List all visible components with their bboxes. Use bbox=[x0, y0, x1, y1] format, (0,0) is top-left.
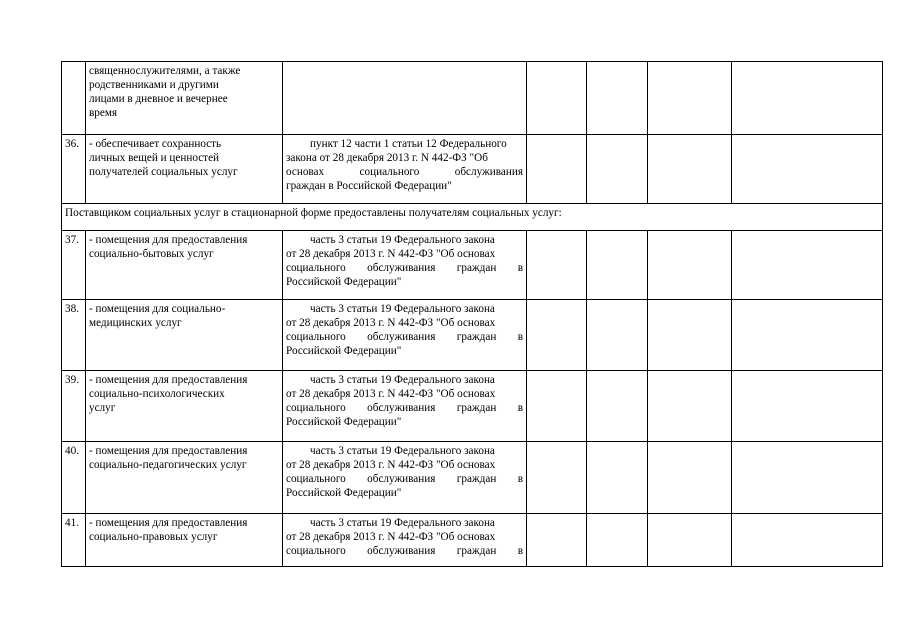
requirement-description bbox=[86, 371, 283, 442]
description-line: личных вещей и ценностей bbox=[89, 152, 220, 164]
requirement-description bbox=[86, 135, 283, 204]
legal-reference-line: социального обслуживания граждан в bbox=[286, 331, 523, 343]
legal-reference-line: часть 3 статьи 19 Федерального закона bbox=[310, 234, 495, 246]
empty-cell bbox=[527, 442, 587, 514]
description-line: социально-психологических bbox=[89, 388, 225, 400]
table-row bbox=[62, 442, 883, 514]
legal-reference bbox=[283, 514, 527, 567]
empty-cell bbox=[732, 62, 883, 135]
row-number: 41. bbox=[62, 514, 86, 567]
legal-reference-line: от 28 декабря 2013 г. N 442-ФЗ "Об основах bbox=[286, 388, 496, 400]
legal-reference-line: граждан в Российской Федерации" bbox=[286, 180, 452, 192]
section-title: Поставщиком социальных услуг в стационарной форме предоставлены получателям социальных услуг: bbox=[62, 204, 883, 231]
legal-reference-line: Российской Федерации" bbox=[286, 345, 402, 357]
description-line: социально-правовых услуг bbox=[89, 531, 218, 543]
legal-reference bbox=[283, 371, 527, 442]
empty-cell bbox=[527, 371, 587, 442]
table-body-bottom bbox=[62, 231, 883, 567]
row-number: 38. bbox=[62, 300, 86, 371]
empty-cell bbox=[732, 442, 883, 514]
legal-reference-line: часть 3 статьи 19 Федерального закона bbox=[310, 374, 495, 386]
empty-cell bbox=[648, 135, 732, 204]
description-line: получателей социальных услуг bbox=[89, 166, 238, 178]
empty-cell bbox=[527, 514, 587, 567]
table-row bbox=[62, 514, 883, 567]
row-number: 39. bbox=[62, 371, 86, 442]
table-row bbox=[62, 371, 883, 442]
legal-reference-line: основах социального обслуживания bbox=[286, 166, 523, 178]
requirement-description bbox=[86, 442, 283, 514]
description-line: родственниками и другими bbox=[89, 79, 219, 91]
requirement-description bbox=[86, 231, 283, 300]
empty-cell bbox=[648, 231, 732, 300]
description-line: - помещения для социально- bbox=[89, 303, 226, 315]
empty-cell bbox=[648, 62, 732, 135]
legal-reference bbox=[283, 442, 527, 514]
description-line: социально-бытовых услуг bbox=[89, 248, 214, 260]
requirement-description bbox=[86, 514, 283, 567]
legal-reference-line: социального обслуживания граждан в bbox=[286, 473, 523, 485]
legal-reference-line: часть 3 статьи 19 Федерального закона bbox=[310, 303, 495, 315]
row-number: 37. bbox=[62, 231, 86, 300]
empty-cell bbox=[648, 442, 732, 514]
empty-cell bbox=[587, 62, 648, 135]
description-line: - помещения для предоставления bbox=[89, 517, 248, 529]
section-header-body bbox=[62, 204, 883, 231]
empty-cell bbox=[732, 231, 883, 300]
description-line: лицами в дневное и вечернее bbox=[89, 93, 228, 105]
row-number: 36. bbox=[62, 135, 86, 204]
legal-reference-line: закона от 28 декабря 2013 г. N 442-ФЗ "Об bbox=[286, 152, 488, 164]
legal-reference bbox=[283, 62, 527, 135]
table-row bbox=[62, 62, 883, 135]
empty-cell bbox=[587, 231, 648, 300]
empty-cell bbox=[648, 514, 732, 567]
requirement-description bbox=[86, 300, 283, 371]
description-line: медицинских услуг bbox=[89, 317, 182, 329]
legal-reference-line: социального обслуживания граждан в bbox=[286, 402, 523, 414]
description-line: - помещения для предоставления bbox=[89, 234, 248, 246]
legal-reference-line: пункт 12 части 1 статьи 12 Федерального bbox=[310, 138, 507, 150]
empty-cell bbox=[732, 300, 883, 371]
empty-cell bbox=[527, 62, 587, 135]
description-line: услуг bbox=[89, 402, 116, 414]
empty-cell bbox=[587, 135, 648, 204]
description-line: время bbox=[89, 107, 118, 119]
empty-cell bbox=[732, 371, 883, 442]
empty-cell bbox=[527, 300, 587, 371]
empty-cell bbox=[587, 442, 648, 514]
empty-cell bbox=[587, 514, 648, 567]
empty-cell bbox=[527, 135, 587, 204]
empty-cell bbox=[732, 514, 883, 567]
empty-cell bbox=[587, 371, 648, 442]
requirement-description bbox=[86, 62, 283, 135]
legal-reference-line: от 28 декабря 2013 г. N 442-ФЗ "Об основах bbox=[286, 317, 496, 329]
legal-reference-line: Российской Федерации" bbox=[286, 416, 402, 428]
legal-reference-line: социального обслуживания граждан в bbox=[286, 262, 523, 274]
table-row bbox=[62, 135, 883, 204]
empty-cell bbox=[648, 371, 732, 442]
empty-cell bbox=[587, 300, 648, 371]
legal-reference-line: Российской Федерации" bbox=[286, 487, 402, 499]
legal-reference-line: от 28 декабря 2013 г. N 442-ФЗ "Об основах bbox=[286, 459, 496, 471]
table-body-top bbox=[62, 62, 883, 204]
requirements-table bbox=[61, 61, 883, 567]
description-line: священнослужителями, а также bbox=[89, 65, 241, 77]
table-row bbox=[62, 231, 883, 300]
table-row bbox=[62, 300, 883, 371]
legal-reference-line: от 28 декабря 2013 г. N 442-ФЗ "Об основах bbox=[286, 248, 496, 260]
description-line: - помещения для предоставления bbox=[89, 374, 248, 386]
legal-reference-line: социального обслуживания граждан в bbox=[286, 545, 523, 557]
description-line: социально-педагогических услуг bbox=[89, 459, 247, 471]
description-line: - помещения для предоставления bbox=[89, 445, 248, 457]
legal-reference-line: часть 3 статьи 19 Федерального закона bbox=[310, 517, 495, 529]
empty-cell bbox=[648, 300, 732, 371]
row-number: 40. bbox=[62, 442, 86, 514]
legal-reference bbox=[283, 231, 527, 300]
description-line: - обеспечивает сохранность bbox=[89, 138, 222, 150]
legal-reference-line: часть 3 статьи 19 Федерального закона bbox=[310, 445, 495, 457]
empty-cell bbox=[527, 231, 587, 300]
legal-reference bbox=[283, 300, 527, 371]
section-row bbox=[62, 204, 883, 231]
legal-reference bbox=[283, 135, 527, 204]
legal-reference-line: от 28 декабря 2013 г. N 442-ФЗ "Об основах bbox=[286, 531, 496, 543]
empty-cell bbox=[732, 135, 883, 204]
legal-reference-line: Российской Федерации" bbox=[286, 276, 402, 288]
row-number bbox=[62, 62, 86, 135]
